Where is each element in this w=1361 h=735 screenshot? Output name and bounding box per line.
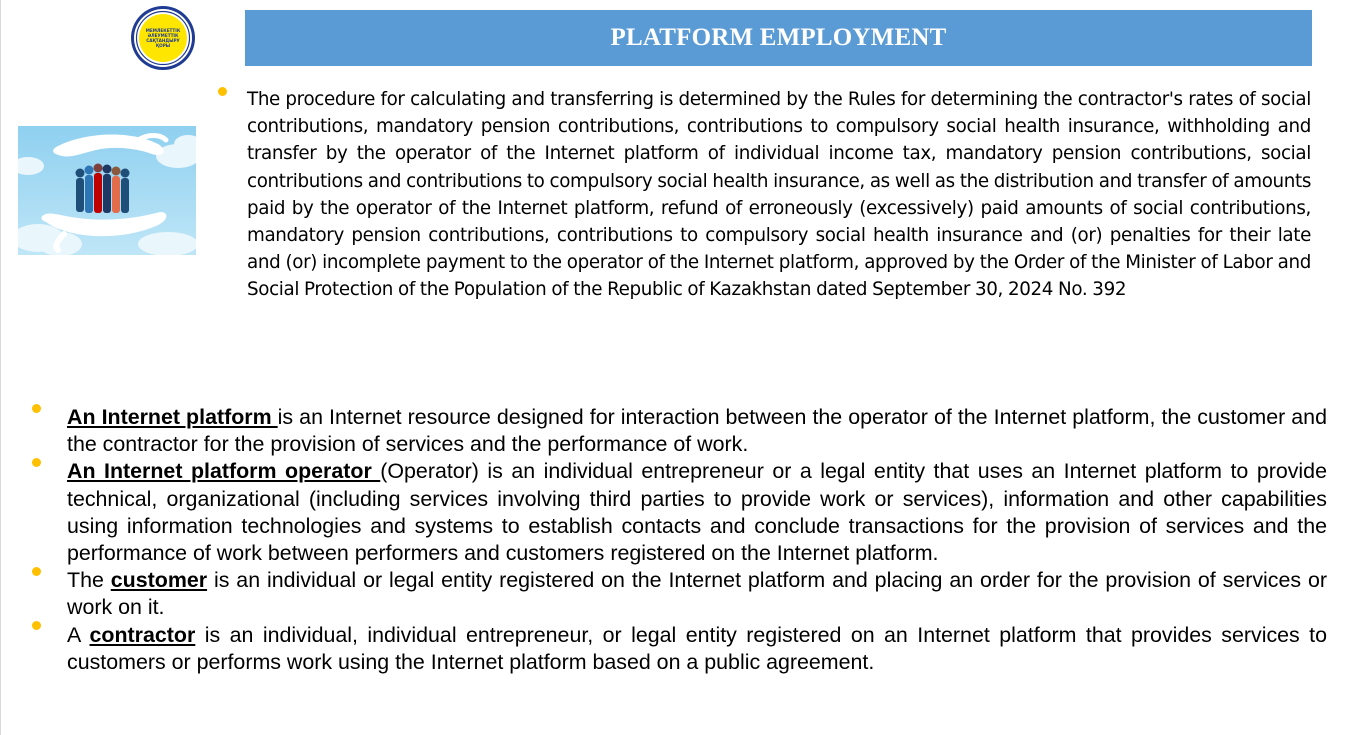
svg-text:МЕМЛЕКЕТТІК: МЕМЛЕКЕТТІК [145,28,181,33]
svg-text:САҚТАНДЫРУ: САҚТАНДЫРУ [146,38,180,43]
bullet-icon [32,404,41,413]
bullet-icon [32,567,41,576]
definition-contractor [67,622,1327,676]
definition-internet-platform [67,404,1327,458]
definition-customer [67,567,1327,621]
organization-seal-icon [130,5,196,71]
definition-text: is an individual or legal entity registered on the Internet platform and placing an order for the provision of services or work on it. [67,568,1327,620]
term-internet-platform-operator: An Internet platform operator [67,459,381,484]
definition-text: (Operator) is an individual entrepreneur or a legal entity that uses an Internet platform to provide technical, organizational (including services involving third parties to provide work or services), information and other capabilities using information technologies and systems to establish contacts and conclude transactions for the provision of services and the performance of work between performers and customers registered on the Internet platform. [67,459,1327,566]
slide-left-border [0,0,1,735]
term-internet-platform: An Internet platform [67,405,278,429]
svg-text:ӘЛЕУМЕТТІК: ӘЛЕУМЕТТІК [147,33,179,38]
svg-text:ҚОРЫ: ҚОРЫ [155,43,171,48]
definition-text: is an individual, individual entrepreneur, or legal entity registered on an Internet platform that provides services to customers or performs work using the Internet platform based on a public agreement. [67,622,1327,674]
bullet-icon [32,458,41,467]
bullet-icon [32,621,41,630]
hands-holding-people-icon [18,126,196,255]
term-customer: customer [110,568,208,593]
procedure-paragraph: The procedure for calculating and transferring is determined by the Rules for determining the contractor's rates of social contributions, mandatory pension contributions, contributions to compulsory social health insurance, withholding and transfer by the operator of the Internet platform of individual income tax, mandatory pension contributions, social contributions and contributions to compulsory social health insurance, as well as the distribution and transfer of amounts paid by the operator of the Internet platform, refund of erroneously (excessively) paid amounts of social contributions, mandatory pension contributions, contributions to compulsory social health insurance and (or) penalties for their late and (or) incomplete payment to the operator of the Internet platform, approved by the Order of the Minister of Labor and Social Protection of the Population of the Republic of Kazakhstan dated September 30, 2024 No. 392 [247,89,1311,301]
definitions-list [67,404,1327,676]
page-title: PLATFORM EMPLOYMENT [245,10,1312,66]
definition-prefix: The [67,568,111,593]
definition-internet-platform-operator [67,458,1327,567]
bullet-icon [218,87,227,96]
definition-text: is an Internet resource designed for interaction between the operator of the Internet platform, the customer and the contractor for the provision of services and the performance of work. [67,405,1327,457]
term-contractor: contractor [89,622,196,647]
definition-prefix: A [67,622,90,647]
